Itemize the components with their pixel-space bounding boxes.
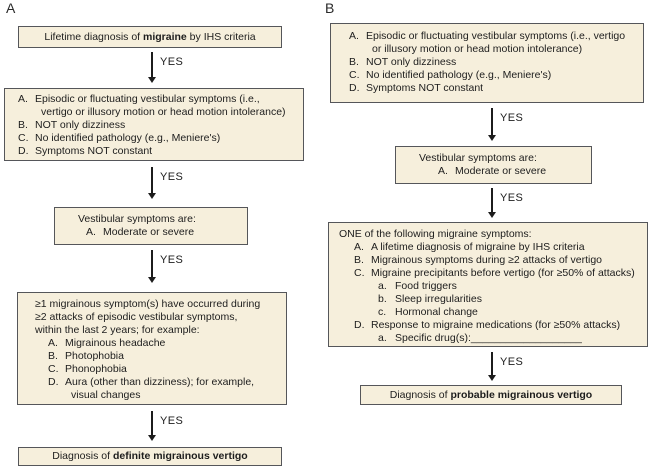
arrow-head-icon xyxy=(488,135,496,141)
item-text: No identified pathology (e.g., Meniere's) xyxy=(366,69,552,81)
box-heading: Vestibular symptoms are: xyxy=(78,213,196,225)
box-b2-symptom-severity xyxy=(395,146,592,184)
flow-arrow-b3 xyxy=(488,352,524,381)
item-label: a. xyxy=(378,332,387,344)
list-subitem xyxy=(378,293,643,306)
box-heading-line: ≥2 attacks of episodic vestibular symptoms, xyxy=(35,311,238,323)
item-text: Moderate or severe xyxy=(103,226,195,238)
arrow-shaft xyxy=(491,352,493,376)
list-item xyxy=(354,254,643,267)
list-subitem xyxy=(378,306,643,319)
arrow-shaft xyxy=(151,52,153,78)
list-subitem xyxy=(378,280,643,293)
box-a5-diagnosis-definite xyxy=(18,447,282,466)
arrow-head-icon xyxy=(148,277,156,283)
item-text: No identified pathology (e.g., Meniere's) xyxy=(35,132,221,144)
yes-label: YES xyxy=(160,254,184,266)
item-text: Specific drug(s):___________________ xyxy=(395,332,582,344)
item-text: Episodic or fluctuating vestibular symptoms (i.e., vertigo or illusory motion or head motion intolerance) xyxy=(366,30,626,55)
item-text: NOT only dizziness xyxy=(35,119,126,131)
yes-label: YES xyxy=(160,56,184,68)
list-item xyxy=(438,165,587,178)
item-text: Aura (other than dizziness); for example, visual changes xyxy=(65,376,255,401)
list-item xyxy=(48,350,280,363)
diagnosis-text: Diagnosis of probable migrainous vertigo xyxy=(389,388,593,401)
item-label: D. xyxy=(18,145,29,157)
flow-arrow-a2 xyxy=(148,167,184,199)
arrow-shaft xyxy=(151,167,153,194)
box-a1-lifetime-migraine xyxy=(18,26,282,48)
list-item xyxy=(48,376,280,402)
item-label: C. xyxy=(349,69,360,81)
list-item xyxy=(48,337,280,350)
item-text: NOT only dizziness xyxy=(366,56,457,68)
flow-arrow-a1 xyxy=(148,52,184,83)
yes-label: YES xyxy=(500,356,524,368)
arrow-head-icon xyxy=(148,77,156,83)
arrow-head-icon xyxy=(148,193,156,199)
item-text: Sleep irregularities xyxy=(395,293,482,305)
box-b3-migraine-symptoms xyxy=(328,222,648,347)
box-heading-line: ≥1 migrainous symptom(s) have occurred during xyxy=(35,298,261,310)
box-a3-symptom-severity xyxy=(54,207,248,245)
box-a2-vestibular-criteria xyxy=(4,88,304,161)
item-text: Phonophobia xyxy=(65,363,127,375)
item-label: a. xyxy=(378,280,387,292)
flow-arrow-a4 xyxy=(148,411,184,441)
list-item xyxy=(86,226,243,239)
item-label: A. xyxy=(48,337,58,349)
item-text: A lifetime diagnosis of migraine by IHS criteria xyxy=(371,241,585,253)
item-text: Migrainous headache xyxy=(65,337,166,349)
list-item xyxy=(354,319,643,332)
box-a1-text: Lifetime diagnosis of migraine by IHS criteria xyxy=(44,30,256,43)
list-item xyxy=(18,93,295,119)
item-label: B. xyxy=(48,350,58,362)
item-label: A. xyxy=(354,241,364,253)
panel-label-b: B xyxy=(325,0,335,16)
flow-arrow-a3 xyxy=(148,250,184,283)
panel-label-a: A xyxy=(6,0,16,16)
list-item xyxy=(349,30,637,56)
item-text: Response to migraine medications (for ≥50% attacks) xyxy=(371,319,621,331)
item-text: Migrainous symptoms during ≥2 attacks of vertigo xyxy=(371,254,603,266)
item-label: D. xyxy=(48,376,59,388)
list-item xyxy=(48,363,280,376)
arrow-head-icon xyxy=(148,435,156,441)
yes-label: YES xyxy=(500,192,524,204)
item-text: Moderate or severe xyxy=(455,165,547,177)
item-text: Migraine precipitants before vertigo (for ≥50% of attacks) xyxy=(371,267,635,279)
arrow-shaft xyxy=(151,250,153,278)
box-b1-vestibular-criteria xyxy=(330,23,644,103)
list-item xyxy=(349,69,637,82)
item-label: B. xyxy=(18,119,28,131)
item-text: Photophobia xyxy=(65,350,124,362)
diagnosis-text: Diagnosis of definite migrainous vertigo xyxy=(52,450,248,462)
item-text: Symptoms NOT constant xyxy=(366,82,484,94)
yes-label: YES xyxy=(500,112,524,124)
box-heading-line: within the last 2 years; for example: xyxy=(35,324,200,336)
flow-arrow-b2 xyxy=(488,188,524,218)
list-item xyxy=(18,119,295,132)
item-text: Episodic or fluctuating vestibular symptoms (i.e., vertigo or illusory motion or head motion intolerance) xyxy=(35,93,286,118)
list-item xyxy=(18,132,295,145)
yes-label: YES xyxy=(160,415,184,427)
item-label: c. xyxy=(378,306,387,318)
box-heading: ONE of the following migraine symptoms: xyxy=(339,228,532,240)
arrow-head-icon xyxy=(488,375,496,381)
list-item xyxy=(349,56,637,69)
list-item xyxy=(354,267,643,280)
item-label: b. xyxy=(378,293,387,305)
box-b4-diagnosis-probable xyxy=(360,385,622,405)
list-item xyxy=(354,241,643,254)
item-label: A. xyxy=(18,93,28,105)
item-label: C. xyxy=(18,132,29,144)
item-list xyxy=(354,241,643,345)
list-subitem xyxy=(378,332,643,345)
item-label: C. xyxy=(354,267,365,279)
list-item xyxy=(349,82,637,95)
box-a4-migrainous-symptoms xyxy=(17,292,287,405)
item-label: C. xyxy=(48,363,59,375)
item-text: Hormonal change xyxy=(395,306,478,318)
arrow-shaft xyxy=(491,188,493,213)
yes-label: YES xyxy=(160,171,184,183)
box-heading: Vestibular symptoms are: xyxy=(419,152,537,164)
list-item xyxy=(18,145,295,158)
item-list xyxy=(48,337,280,402)
item-label: B. xyxy=(354,254,364,266)
item-text: Food triggers xyxy=(395,280,457,292)
item-text: Symptoms NOT constant xyxy=(35,145,153,157)
arrow-shaft xyxy=(491,108,493,136)
item-label: A. xyxy=(86,226,96,238)
flow-arrow-b1 xyxy=(488,108,524,141)
arrow-shaft xyxy=(151,411,153,436)
arrow-head-icon xyxy=(488,212,496,218)
item-label: D. xyxy=(349,82,360,94)
item-label: D. xyxy=(354,319,365,331)
item-label: A. xyxy=(438,165,448,177)
item-label: A. xyxy=(349,30,359,42)
item-label: B. xyxy=(349,56,359,68)
